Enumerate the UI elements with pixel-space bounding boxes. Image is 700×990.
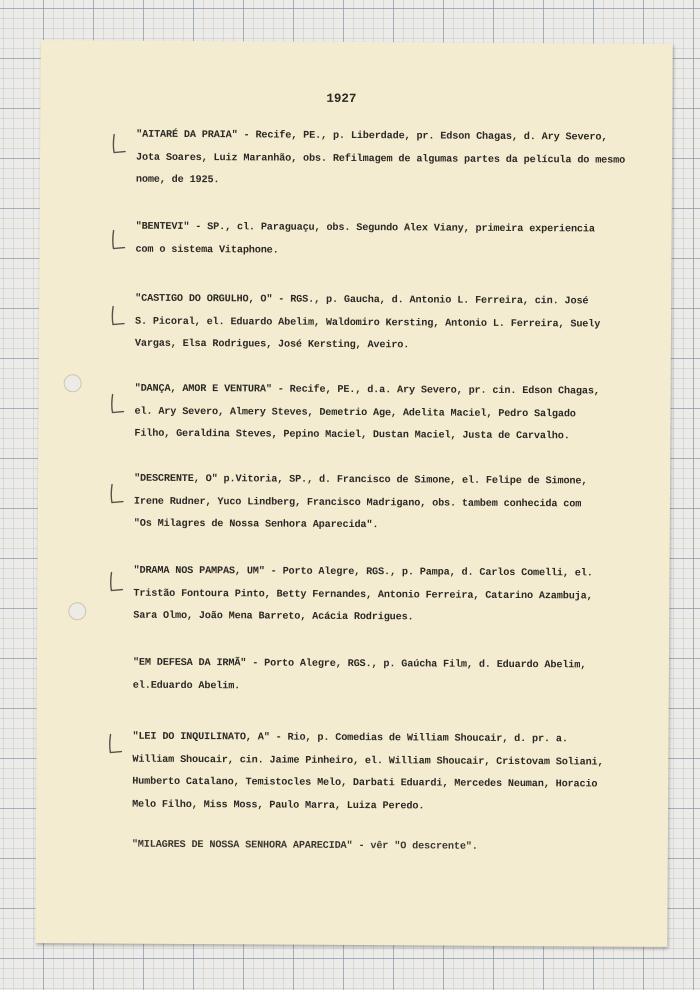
entry-line: Humberto Catalano, Temistocles Melo, Darbati Eduardi, Mercedes Neuman, Horacio — [132, 776, 598, 791]
entry-line: el. Ary Severo, Almery Steves, Demetrio Age, Adelita Maciel, Pedro Salgado — [134, 406, 576, 420]
entry-line: nome, de 1925. — [135, 174, 220, 187]
entry-line: Vargas, Elsa Rodrigues, José Kersting, Aveiro. — [134, 338, 410, 352]
entry-lei-do-inquilinato — [132, 727, 663, 820]
page-year-heading: 1927 — [326, 91, 357, 107]
entry-line: "CASTIGO DO ORGULHO, O" - RGS., p. Gaucha, d. Antonio L. Ferreira, cin. José — [135, 293, 589, 308]
entry-line: Jota Soares, Luiz Maranhão, obs. Refilmagem de algumas partes da película do mesmo — [136, 152, 626, 167]
entry-milagres-cross-reference — [132, 835, 662, 861]
entry-line: "Os Milagres de Nossa Senhora Aparecida". — [133, 518, 379, 532]
punch-hole-top — [64, 374, 82, 392]
pencil-check-mark — [109, 229, 125, 255]
entry-line: "DESCRENTE, O" p.Vitoria, SP., d. Francisco de Simone, el. Felipe de Simone, — [134, 473, 588, 488]
entry-line: "AITARÉ DA PRAIA" - Recife, PE., p. Liberdade, pr. Edson Chagas, d. Ary Severo, — [136, 129, 608, 144]
entry-drama-nos-pampas — [133, 561, 663, 632]
entry-line: Sara Olmo, João Mena Barreto, Acácia Rodrigues. — [133, 610, 414, 624]
entry-line: Irene Rudner, Yuco Lindberg, Francisco Madrigano, obs. tambem conhecida com — [133, 496, 582, 510]
entry-line: "MILAGRES DE NOSSA SENHORA APARECIDA" - vêr "O descrente". — [131, 839, 478, 853]
entry-line: William Shoucair, cin. Jaime Pinheiro, el. William Shoucair, Cristovam Soliani, — [132, 754, 604, 769]
entry-line: com o sistema Vitaphone. — [135, 244, 279, 257]
document-page — [35, 40, 673, 947]
entry-line: Melo Filho, Miss Moss, Paulo Marra, Luiza Peredo. — [132, 799, 425, 812]
pencil-check-mark — [107, 570, 123, 596]
entry-line: "EM DEFESA DA IRMÃ" - Porto Alegre, RGS., p. Gaúcha Film, d. Eduardo Abelim, — [132, 657, 587, 672]
pencil-check-mark — [108, 482, 124, 508]
punch-hole-bottom — [68, 602, 86, 620]
entry-em-defesa-da-irma — [133, 653, 663, 701]
entry-line: S. Picoral, el. Eduardo Abelim, Waldomiro Kersting, Antonio L. Ferreira, Suely — [135, 316, 601, 331]
entry-castigo-do-orgulho — [135, 289, 665, 360]
entry-line: "DANÇA, AMOR E VENTURA" - Recife, PE., d.a. Ary Severo, pr. cin. Edson Chagas, — [134, 383, 600, 398]
entry-aitare-da-praia — [136, 125, 666, 196]
pencil-check-mark — [106, 732, 122, 758]
entry-line: "DRAMA NOS PAMPAS, UM" - Porto Alegre, RGS., p. Pampa, d. Carlos Comelli, el. — [133, 565, 593, 580]
entry-line: "BENTEVI" - SP., cl. Paraguaçu, obs. Segundo Alex Viany, primeira experiencia — [135, 221, 595, 236]
pencil-check-mark — [108, 392, 124, 418]
pencil-check-mark — [109, 305, 125, 331]
entry-line: Tristão Fontoura Pinto, Betty Fernandes, Antonio Ferreira, Catarino Azambuja, — [133, 588, 593, 602]
pencil-check-mark — [110, 133, 126, 159]
entry-descrente — [134, 469, 664, 540]
entry-line: Filho, Geraldina Steves, Pepino Maciel, Dustan Maciel, Justa de Carvalho. — [134, 428, 570, 443]
entry-bentevi — [135, 217, 665, 265]
entry-danca-amor-e-ventura — [134, 379, 664, 450]
entry-line: el.Eduardo Abelim. — [132, 680, 241, 692]
entry-line: "LEI DO INQUILINATO, A" - Rio, p. Comedias de William Shoucair, d. pr. a. — [132, 731, 568, 746]
